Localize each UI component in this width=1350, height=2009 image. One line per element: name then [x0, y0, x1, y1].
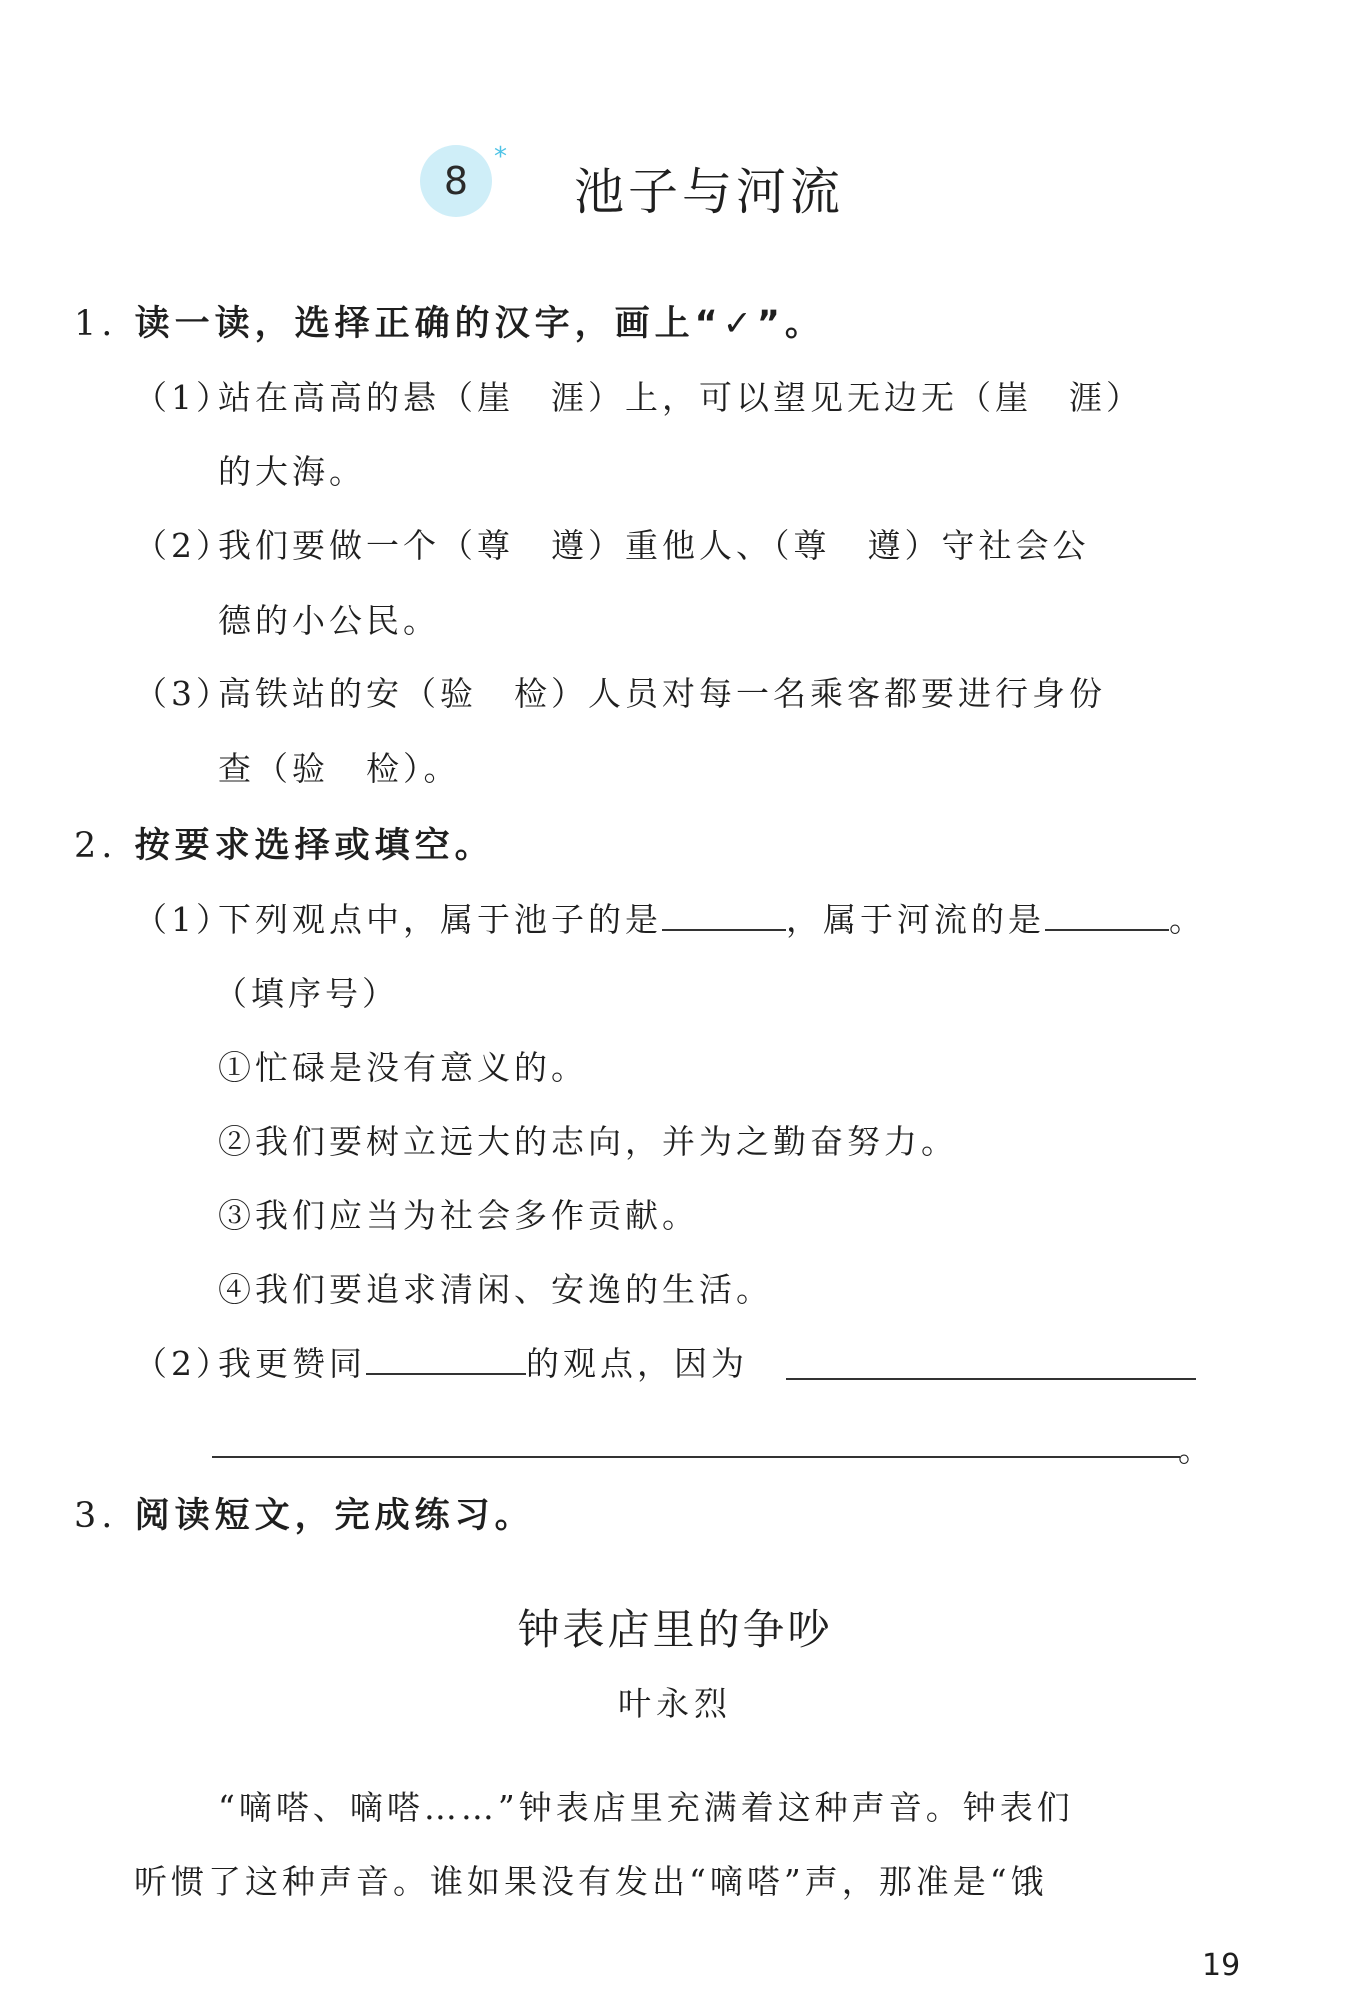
q1-item-1-line-2: 的大海。 — [218, 452, 366, 491]
q2-option-2: ②我们要树立远大的志向，并为之勤奋努力。 — [218, 1122, 958, 1161]
q1-item-1-number: （1） — [134, 378, 233, 417]
viewpoint-answer-blank[interactable] — [366, 1339, 526, 1375]
lesson-number-badge — [420, 145, 492, 217]
q2-option-1: ①忙碌是没有意义的。 — [218, 1048, 588, 1087]
q1-item-3-number: （3） — [134, 674, 233, 713]
question-1-prompt: 读一读，选择正确的汉字，画上“✓”。 — [134, 304, 825, 344]
q2-item-2-line-1 — [218, 1338, 748, 1385]
q2-item-1-text-b: ，属于河流的是 — [786, 900, 1045, 939]
q2-item-1-line-1 — [218, 894, 1206, 941]
q2-option-4: ④我们要追求清闲、安逸的生活。 — [218, 1270, 773, 1309]
q2-item-1-text-c: 。 — [1169, 900, 1206, 939]
q1-item-2-line-2: 德的小公民。 — [218, 601, 440, 640]
lesson-title: 池子与河流 — [574, 163, 844, 221]
question-2-number: 2. — [74, 826, 118, 866]
story-title: 钟表店里的争吵 — [517, 1605, 833, 1654]
q2-item-2-text-a: 我更赞同 — [218, 1344, 366, 1383]
story-paragraph-line-1: “嘀嗒、嘀嗒……”钟表店里充满着这种声音。钟表们 — [218, 1788, 1074, 1827]
q2-option-3: ③我们应当为社会多作贡献。 — [218, 1196, 699, 1235]
question-2-heading — [74, 818, 495, 868]
page-number: 19 — [1202, 1948, 1241, 1983]
q2-item-1-note: （填序号） — [214, 974, 399, 1013]
q1-item-3-line-1: 高铁站的安（验 检）人员对每一名乘客都要进行身份 — [218, 674, 1106, 713]
q2-item-1-text-a: 下列观点中，属于池子的是 — [218, 900, 662, 939]
reason-end-period: 。 — [1178, 1430, 1215, 1469]
question-2-prompt: 按要求选择或填空。 — [134, 826, 495, 866]
question-3-number: 3. — [74, 1496, 118, 1536]
q1-item-1-line-1: 站在高高的悬（崖 涯）上，可以望见无边无（崖 涯） — [218, 378, 1143, 417]
reason-answer-line-1[interactable] — [786, 1378, 1196, 1380]
lesson-number: 8 — [443, 159, 469, 203]
q2-item-2-number: （2） — [134, 1344, 233, 1383]
q1-item-3-line-2: 查（验 检）。 — [218, 749, 461, 788]
reason-answer-line-2[interactable] — [212, 1456, 1180, 1458]
question-3-prompt: 阅读短文，完成练习。 — [134, 1496, 535, 1536]
q1-item-2-number: （2） — [134, 526, 233, 565]
question-3-heading — [74, 1488, 535, 1538]
pond-answer-blank[interactable] — [662, 895, 786, 931]
question-1-heading — [74, 296, 825, 346]
q2-item-2-text-b: 的观点，因为 — [526, 1344, 748, 1383]
optional-lesson-mark: * — [494, 142, 507, 172]
q1-item-2-line-1: 我们要做一个（尊 遵）重他人、（尊 遵）守社会公 — [218, 526, 1090, 565]
question-1-number: 1. — [74, 304, 118, 344]
river-answer-blank[interactable] — [1045, 895, 1169, 931]
story-author: 叶永烈 — [618, 1684, 732, 1723]
story-paragraph-line-2: 听惯了这种声音。谁如果没有发出“嘀嗒”声，那准是“饿 — [134, 1862, 1048, 1901]
q2-item-1-number: （1） — [134, 900, 233, 939]
